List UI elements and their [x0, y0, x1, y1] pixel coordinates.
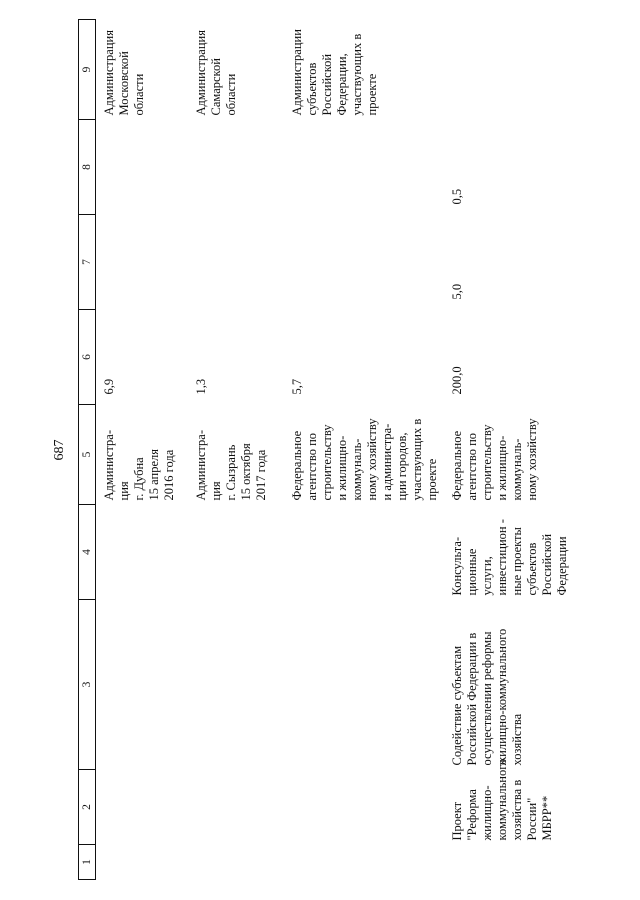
- cell-value-7: [188, 215, 284, 310]
- cell-value-8: 0,5: [450, 188, 464, 205]
- cell-value-6: 6,9: [102, 378, 116, 395]
- table-row: [284, 20, 444, 880]
- cell-executor: Федеральное агентство по строительству и жилищно- коммуналь- ному хозяйству и администра- ции городов, участвующих в проекте: [290, 418, 439, 501]
- cell-number: [284, 845, 444, 880]
- cell-number: [444, 845, 574, 880]
- cell-number: [188, 845, 284, 880]
- column-header-3: 3: [79, 600, 96, 770]
- cell-value-7: [96, 215, 189, 310]
- page-number: 687: [52, 439, 67, 461]
- column-header-7: 7: [79, 215, 96, 310]
- cell-project: [284, 770, 444, 845]
- cell-value-7: [284, 215, 444, 310]
- cell-goal: [188, 600, 284, 770]
- column-header-2: 2: [79, 770, 96, 845]
- cell-responsible: [444, 20, 574, 120]
- cell-goal: [284, 600, 444, 770]
- cell-responsible: Администрация Самарской области: [194, 30, 238, 116]
- cell-value-8: [96, 120, 189, 215]
- cell-content: [188, 505, 284, 600]
- rotated-page: [0, 20, 640, 880]
- table-row: [188, 20, 284, 880]
- cell-executor: Федеральное агентство по строительству и жилищно- коммуналь- ному хозяйству: [450, 418, 539, 501]
- cell-content: [284, 505, 444, 600]
- column-header-4: 4: [79, 505, 96, 600]
- column-number-row: [79, 20, 96, 880]
- cell-value-6: 1,3: [194, 378, 208, 395]
- cell-value-7: 5,0: [450, 283, 464, 300]
- cell-executor: Администра- ция г. Дубна 15 апреля 2016 года: [102, 430, 176, 501]
- cell-project: Проект "Реформа жилищно- коммунального хозяйства в России" МБРР**: [450, 758, 554, 841]
- cell-project: [96, 770, 189, 845]
- column-header-6: 6: [79, 310, 96, 405]
- cell-content: Консульта- ционные услуги, инвестицион - ные проекты субъектов Российской Федерации: [450, 519, 569, 596]
- cell-goal: Содействие субъектам Российской Федерации в осуществлении реформы жилищно-коммунального хозяйства: [450, 628, 524, 766]
- table-row: [96, 20, 189, 880]
- column-header-9: 9: [79, 20, 96, 120]
- cell-executor: Администра- ция г. Сызрань 15 октября 2017 года: [194, 430, 268, 501]
- cell-value-8: [188, 120, 284, 215]
- cell-responsible: Администрации субъектов Российской Федерации, участвующих в проекте: [290, 29, 379, 116]
- cell-number: [96, 845, 189, 880]
- projects-table: [78, 19, 574, 880]
- column-header-1: 1: [79, 845, 96, 880]
- column-header-5: 5: [79, 405, 96, 505]
- table-row: [444, 20, 574, 880]
- cell-goal: [96, 600, 189, 770]
- cell-value-8: [284, 120, 444, 215]
- cell-project: [188, 770, 284, 845]
- cell-value-6: 5,7: [290, 378, 304, 395]
- cell-content: [96, 505, 189, 600]
- column-header-8: 8: [79, 120, 96, 215]
- cell-value-6: 200,0: [450, 366, 464, 395]
- cell-responsible: Администрация Московской области: [102, 30, 146, 116]
